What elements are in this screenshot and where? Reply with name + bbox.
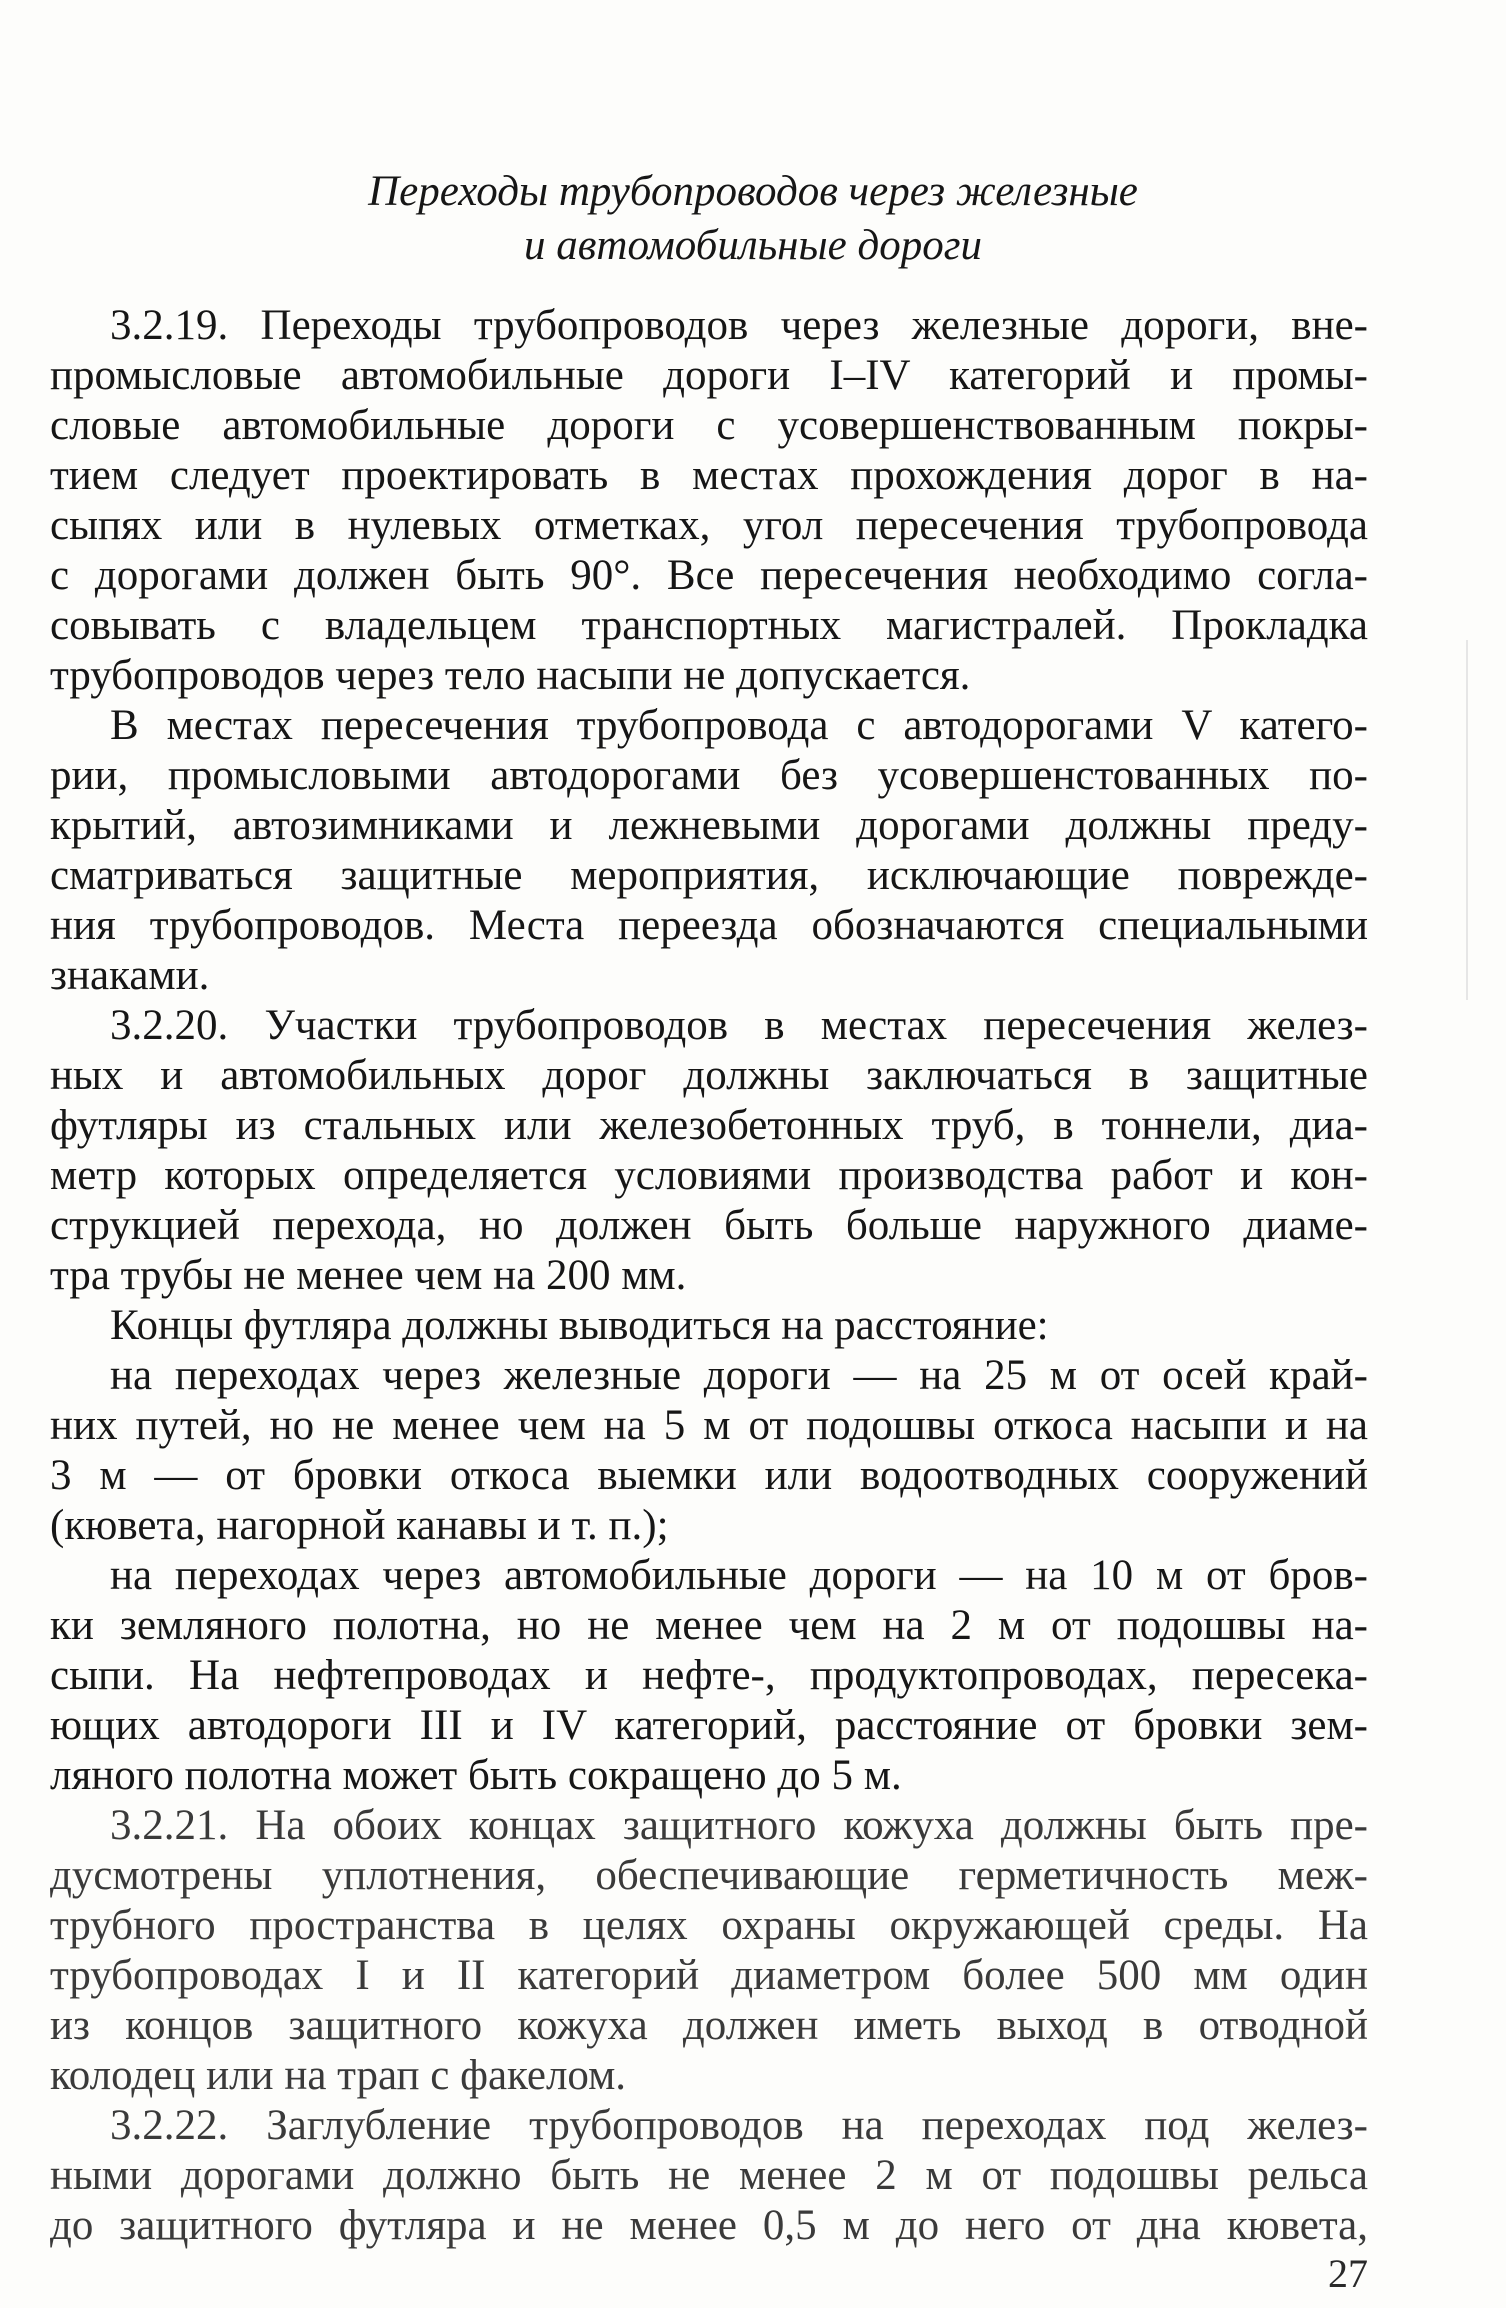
text-line: ляного полотна может быть сокращено до 5 м. <box>50 1752 902 1799</box>
text-line: сматриваться защитные мероприятия, исключающие поврежде- <box>50 852 1368 899</box>
text-line: с дорогами должен быть 90°. Все пересечения необходимо согла- <box>50 552 1368 599</box>
text-line: колодец или на трап с факелом. <box>50 2052 627 2099</box>
text-line: футляры из стальных или железобетонных труб, в тоннели, диа- <box>50 1102 1368 1149</box>
text-line: крытий, автозимниками и лежневыми дорогами должны преду- <box>50 802 1368 849</box>
text-line: ки земляного полотна, но не менее чем на 2 м от подошвы на- <box>50 1602 1368 1649</box>
text-line: трубного пространства в целях охраны окружающей среды. На <box>50 1902 1368 1949</box>
text-line: 3.2.21. На обоих концах защитного кожуха должны быть пре- <box>110 1802 1368 1849</box>
text-line: сыпи. На нефтепроводах и нефте-, продуктопроводах, пересека- <box>50 1652 1368 1699</box>
text-line: трубопроводов через тело насыпи не допускается. <box>50 652 971 699</box>
text-line: совывать с владельцем транспортных магистралей. Прокладка <box>50 602 1368 649</box>
text-line: ющих автодороги III и IV категорий, расстояние от бровки зем- <box>50 1702 1368 1749</box>
text-line: метр которых определяется условиями производства работ и кон- <box>50 1152 1368 1199</box>
text-line: знаками. <box>50 952 210 999</box>
text-line: них путей, но не менее чем на 5 м от подошвы откоса насыпи и на <box>50 1402 1368 1449</box>
text-line: рии, промысловыми автодорогами без усовершенстованных по- <box>50 752 1368 799</box>
text-line: трубопроводах I и II категорий диаметром более 500 мм один <box>50 1952 1368 1999</box>
text-line: 3.2.22. Заглубление трубопроводов на переходах под желез- <box>110 2102 1368 2149</box>
section-heading-line-2: и автомобильные дороги <box>524 222 982 269</box>
text-line: ных и автомобильных дорог должны заключаться в защитные <box>50 1052 1368 1099</box>
text-line: Концы футляра должны выводиться на расстояние: <box>110 1302 1049 1349</box>
text-line: дусмотрены уплотнения, обеспечивающие герметичность меж- <box>50 1852 1368 1899</box>
text-line: промысловые автомобильные дороги I–IV категорий и промы- <box>50 352 1368 399</box>
text-line: ными дорогами должно быть не менее 2 м от подошвы рельса <box>50 2152 1368 2199</box>
text-line: из концов защитного кожуха должен иметь выход в отводной <box>50 2002 1368 2049</box>
text-line: 3.2.19. Переходы трубопроводов через железные дороги, вне- <box>110 302 1368 349</box>
text-line: ния трубопроводов. Места переезда обозначаются специальными <box>50 902 1368 949</box>
text-line: 3 м — от бровки откоса выемки или водоотводных сооружений <box>50 1452 1368 1499</box>
text-line: струкцией перехода, но должен быть больше наружного диаме- <box>50 1202 1368 1249</box>
text-line: сыпях или в нулевых отметках, угол пересечения трубопровода <box>50 502 1368 549</box>
section-heading-line-1: Переходы трубопроводов через железные <box>368 168 1138 215</box>
text-line: тием следует проектировать в местах прохождения дорог в на- <box>50 452 1368 499</box>
text-line: до защитного футляра и не менее 0,5 м до него от дна кювета, <box>50 2202 1368 2249</box>
text-line: 3.2.20. Участки трубопроводов в местах пересечения желез- <box>110 1002 1368 1049</box>
scan-edge-mark <box>1466 640 1468 1000</box>
text-line: на переходах через железные дороги — на 25 м от осей край- <box>110 1352 1368 1399</box>
text-line: тра трубы не менее чем на 200 мм. <box>50 1252 687 1299</box>
page-number: 27 <box>1328 2251 1368 2296</box>
text-line: на переходах через автомобильные дороги — на 10 м от бров- <box>110 1552 1368 1599</box>
text-line: (кювета, нагорной канавы и т. п.); <box>50 1502 669 1549</box>
text-line: словые автомобильные дороги с усовершенствованным покры- <box>50 402 1368 449</box>
text-line: В местах пересечения трубопровода с автодорогами V катего- <box>110 702 1368 749</box>
